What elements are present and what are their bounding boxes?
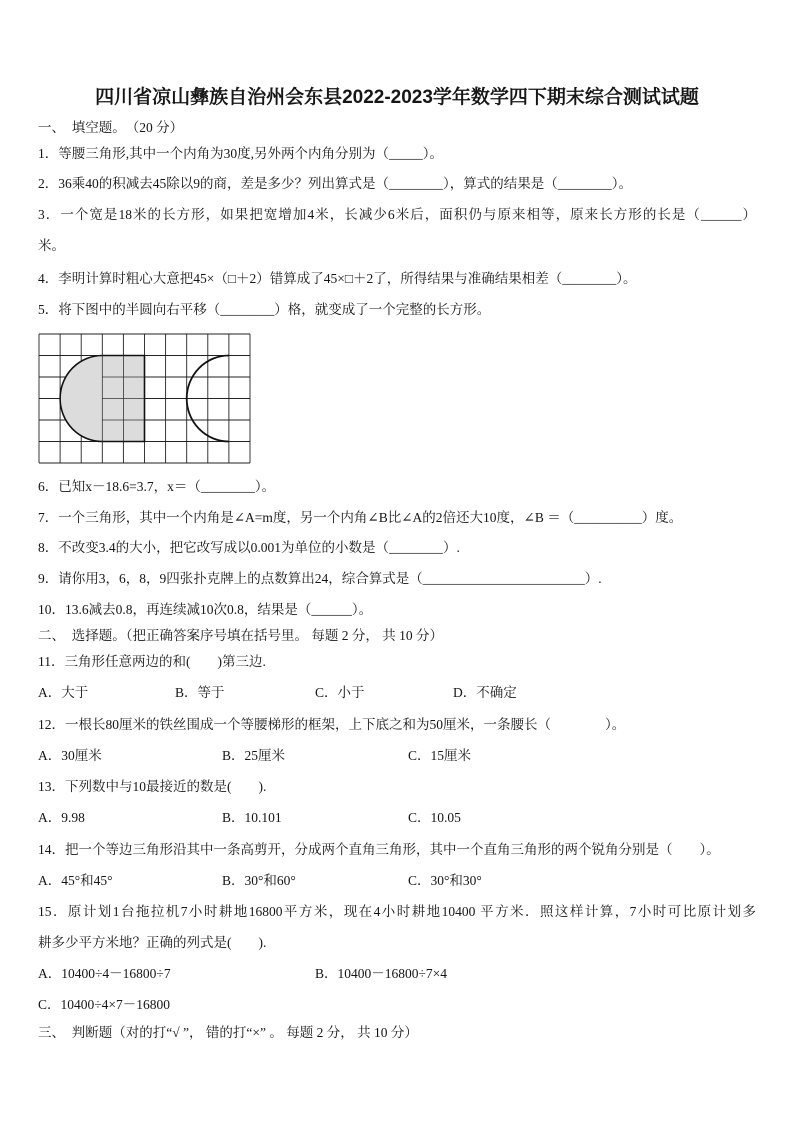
question-13-options <box>0 810 794 826</box>
option-b: B．10.101 <box>222 810 282 825</box>
question-10: 10．13.6减去0.8，再连续减10次0.8，结果是（______）。 <box>38 602 373 617</box>
question-15-line-1: 15．原计划1台拖拉机7小时耕地16800平方米，现在4小时耕地10400 平方米．照这样计算，7小时可比原计划多 <box>38 904 756 919</box>
option-a: A．10400÷4－16800÷7 <box>38 966 171 981</box>
question-15-options-row-2 <box>0 997 794 1013</box>
option-c: C．30°和30° <box>408 873 482 888</box>
question-14: 14．把一个等边三角形沿其中一条高剪开，分成两个直角三角形，其中一个直角三角形的两个锐角分别是（ ）。 <box>38 842 720 857</box>
option-c: C．10400÷4×7－16800 <box>38 997 171 1012</box>
question-12: 12．一根长80厘米的铁丝围成一个等腰梯形的框架，上下底之和为50厘米，一条腰长（ ）。 <box>38 717 626 732</box>
option-b: B．25厘米 <box>222 748 286 763</box>
option-a: A．大于 <box>38 685 89 700</box>
question-6: 6．已知x－18.6=3.7，x＝（________）。 <box>38 479 276 494</box>
question-15-options <box>0 966 794 982</box>
question-9: 9．请你用3，6，8，9四张扑克牌上的点数算出24，综合算式是（________________________）. <box>38 571 602 586</box>
question-1: 1．等腰三角形,其中一个内角为30度,另外两个内角分别为（_____）。 <box>38 146 443 161</box>
option-b: B．等于 <box>175 685 225 700</box>
question-15-line-2: 耕多少平方米地？正确的列式是( ). <box>38 935 267 950</box>
option-d: D．不确定 <box>453 685 517 700</box>
question-5: 5．将下图中的半圆向右平移（________）格，就变成了一个完整的长方形。 <box>38 302 491 317</box>
option-a: A．30厘米 <box>38 748 102 763</box>
option-a: A．45°和45° <box>38 873 113 888</box>
option-a: A．9.98 <box>38 810 85 825</box>
question-4: 4．李明计算时粗心大意把45×（□＋2）错算成了45×□＋2了，所得结果与准确结果相差（________）。 <box>38 271 637 286</box>
question-13: 13．下列数中与10最接近的数是( ). <box>38 779 267 794</box>
question-14-options <box>0 873 794 889</box>
option-c: C．15厘米 <box>408 748 472 763</box>
question-11-options <box>0 685 794 701</box>
option-b: B．10400－16800÷7×4 <box>315 966 448 981</box>
page-title: 四川省凉山彝族自治州会东县2022-2023学年数学四下期末综合测试试题 <box>95 87 699 108</box>
question-2: 2．36乘40的积减去45除以9的商，差是多少？列出算式是（________），算式的结果是（________）。 <box>38 176 632 191</box>
section-heading-multiple-choice: 二、 选择题。（把正确答案序号填在括号里。 每题 2 分， 共 10 分） <box>38 628 443 643</box>
question-3-line-1: 3．一个宽是18米的长方形，如果把宽增加4米，长减少6米后，面积仍与原来相等，原来长方形的长是（______） <box>38 207 756 222</box>
section-heading-fill-in: 一、 填空题。 （20 分） <box>38 120 184 135</box>
question-7: 7．一个三角形，其中一个内角是∠A=m度，另一个内角∠B比∠A的2倍还大10度，∠B ＝（__________）度。 <box>38 510 683 525</box>
question-8: 8．不改变3.4的大小，把它改写成以0.001为单位的小数是（________）. <box>38 540 460 555</box>
option-b: B．30°和60° <box>222 873 296 888</box>
question-3-line-2: 米。 <box>38 238 65 253</box>
option-c: C．小于 <box>315 685 365 700</box>
grid-figure <box>39 334 251 464</box>
section-heading-true-false: 三、 判断题（对的打“√ ”， 错的打“×” 。 每题 2 分， 共 10 分） <box>38 1025 418 1040</box>
option-c: C．10.05 <box>408 810 461 825</box>
question-12-options <box>0 748 794 764</box>
question-11: 11．三角形任意两边的和( )第三边. <box>38 654 266 669</box>
